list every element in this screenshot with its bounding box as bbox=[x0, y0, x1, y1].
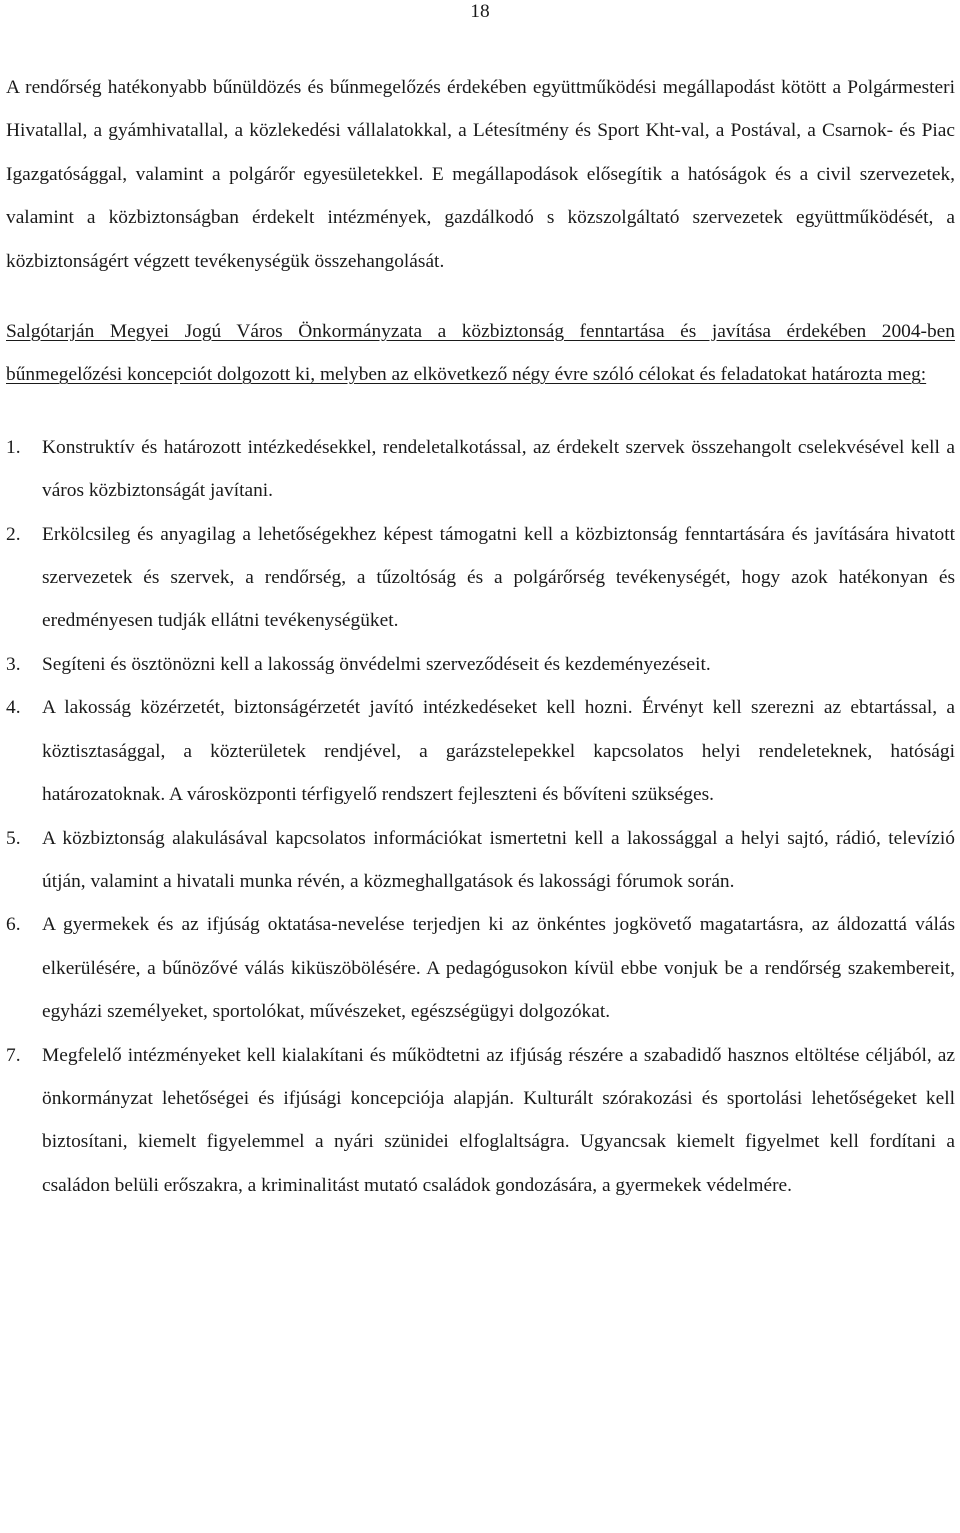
page-number: 18 bbox=[470, 1, 490, 22]
list-item-number: 4. bbox=[6, 697, 21, 719]
list-item bbox=[6, 643, 955, 686]
list-item-text: Konstruktív és határozott intézkedésekkel, rendeletalkotással, az érdekelt szervek összehangolt cselekvésével kell a város közbiztonságát javítani. bbox=[42, 436, 955, 502]
list-item bbox=[6, 817, 955, 904]
goals-list bbox=[6, 426, 955, 1207]
document-body bbox=[6, 66, 955, 1207]
list-item-number: 3. bbox=[6, 653, 21, 675]
list-item-text: Erkölcsileg és anyagilag a lehetőségekhez képest támogatni kell a közbiztonság fenntartására és javítására hivatott szervezetek és szervek, a rendőrség, a tűzoltóság és a polgárőrség tevékenységét, hogy azok hatékonyan és eredményesen tudják ellátni tevékenységüket. bbox=[42, 523, 955, 632]
list-item-number: 5. bbox=[6, 827, 21, 849]
intro-paragraph: A rendőrség hatékonyabb bűnüldözés és bűnmegelőzés érdekében együttműködési megállapodást kötött a Polgármesteri Hivatallal, a gyámhivatallal, a közlekedési vállalatokkal, a Létesítmény és Sport Kht-val, a Postával, a Csarnok- és Piac Igazgatósággal, valamint a polgárőr egyesületekkel. E megállapodások elősegítik a hatóságok és a civil szervezetek, valamint a közbiztonságban érdekelt intézmények, gazdálkodó s közszolgáltató szervezetek együttműködését, a közbiztonságért végzett tevékenységük összehangolását. bbox=[6, 77, 955, 272]
concept-paragraph: Salgótarján Megyei Jogú Város Önkormányzata a közbiztonság fenntartása és javítása érdekében 2004-ben bűnmegelőzési koncepciót dolgozott ki, melyben az elkövetkező négy évre szóló célokat és feladatokat határozta meg: bbox=[6, 321, 955, 386]
list-item-text: Segíteni és ösztönözni kell a lakosság önvédelmi szerveződéseit és kezdeményezéseit. bbox=[42, 653, 711, 675]
list-item-text: A gyermekek és az ifjúság oktatása-nevelése terjedjen ki az önkéntes jogkövető magatartásra, az áldozattá válás elkerülésére, a bűnözővé válás kiküszöbölésére. A pedagógusokon kívül ebbe vonjuk be a rendőrség szakembereit, egyházi személyeket, sportolókat, művészeket, egészségügyi dolgozókat. bbox=[42, 914, 955, 1023]
list-item-number: 2. bbox=[6, 523, 21, 545]
list-item bbox=[6, 686, 955, 816]
list-item-number: 1. bbox=[6, 436, 21, 458]
list-item bbox=[6, 513, 955, 643]
list-item bbox=[6, 1034, 955, 1208]
list-item bbox=[6, 903, 955, 1033]
list-item bbox=[6, 426, 955, 513]
list-item-text: A közbiztonság alakulásával kapcsolatos információkat ismertetni kell a lakossággal a helyi sajtó, rádió, televízió útján, valamint a hivatali munka révén, a közmeghallgatások és lakossági fórumok során. bbox=[42, 827, 955, 892]
list-item-number: 7. bbox=[6, 1044, 21, 1066]
list-item-number: 6. bbox=[6, 914, 21, 936]
list-item-text: A lakosság közérzetét, biztonságérzetét javító intézkedéseket kell hozni. Érvényt kell szerezni az ebtartással, a köztisztasággal, a közterületek rendjével, a garázstelepekkel kapcsolatos helyi rendeleteknek, hatósági határozatoknak. A városközponti térfigyelő rendszert fejleszteni és bővíteni szükséges. bbox=[42, 697, 955, 806]
list-item-text: Megfelelő intézményeket kell kialakítani és működtetni az ifjúság részére a szabadidő hasznos eltöltése céljából, az önkormányzat lehetőségei és ifjúsági koncepciója alapján. Kulturált szórakozási és sportolási lehetőségeket kell biztosítani, kiemelt figyelemmel a nyári szünidei elfoglaltságra. Ugyancsak kiemelt figyelmet kell fordítani a családon belüli erőszakra, a kriminalitást mutató családok gondozására, a gyermekek védelmére. bbox=[42, 1044, 955, 1196]
